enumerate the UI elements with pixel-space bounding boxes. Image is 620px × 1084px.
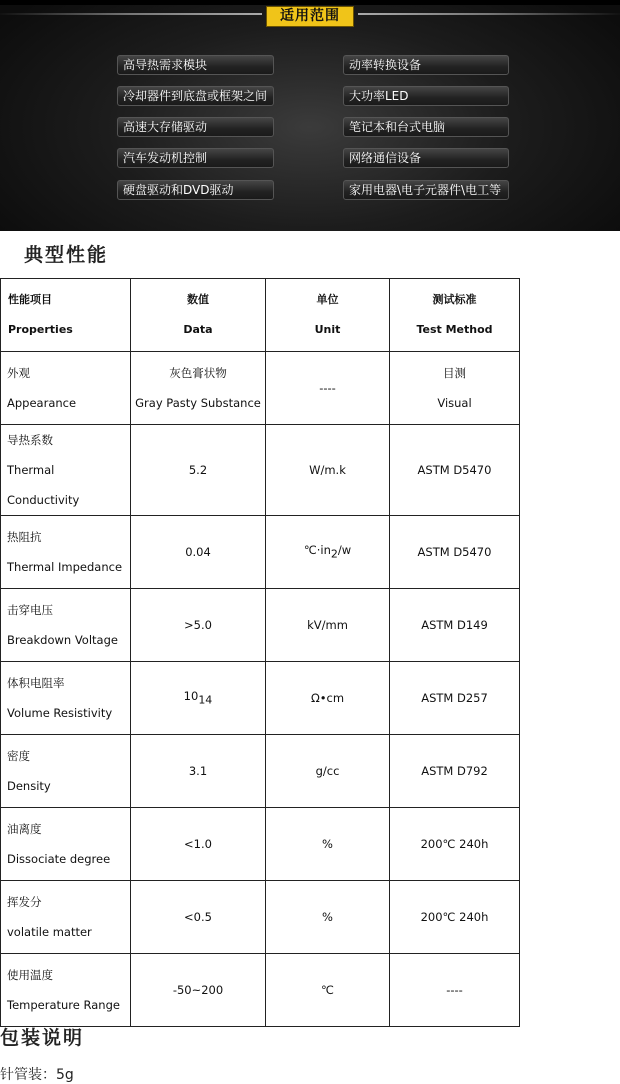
application-item: 大功率LED: [343, 86, 509, 106]
method-cell: 200℃ 240h: [390, 808, 520, 881]
property-cell: [1, 735, 131, 808]
application-item: 高速大存储驱动: [117, 117, 274, 137]
unit-tail: /w: [337, 543, 352, 558]
property-cell: [1, 352, 131, 425]
property-en: Thermal Conductivity: [7, 463, 80, 507]
property-cn: 密度: [7, 749, 30, 763]
property-en: Thermal Impedance: [7, 560, 123, 574]
unit-cell: %: [266, 808, 390, 881]
header-cell: [131, 279, 266, 352]
header-en: Properties: [8, 323, 73, 336]
unit-cell: ℃: [266, 954, 390, 1027]
data-base: 10: [183, 689, 199, 704]
data-cell: 0.04: [131, 516, 266, 589]
application-banner: [0, 0, 620, 231]
property-cell: [1, 516, 131, 589]
data-cell: <0.5: [131, 881, 266, 954]
banner-rule-right: [358, 13, 620, 15]
method-cell: ASTM D149: [390, 589, 520, 662]
application-item: 汽车发动机控制: [117, 148, 274, 168]
header-cn: 数值: [187, 293, 209, 306]
property-cn: 挥发分: [7, 895, 42, 909]
method-cell: ASTM D5470: [390, 425, 520, 516]
property-cell: [1, 425, 131, 516]
unit-cell: g/cc: [266, 735, 390, 808]
header-cell: [390, 279, 520, 352]
application-item: 家用电器\电子元器件\电工等: [343, 180, 509, 200]
property-cn: 使用温度: [7, 968, 53, 982]
application-item: 笔记本和台式电脑: [343, 117, 509, 137]
property-cn: 导热系数: [7, 433, 53, 447]
method-en: Visual: [437, 396, 472, 410]
application-item: 网络通信设备: [343, 148, 509, 168]
unit-subscript: 2: [330, 547, 338, 561]
unit-cell: kV/mm: [266, 589, 390, 662]
header-cn: 性能项目: [8, 293, 52, 306]
method-cell: [390, 352, 520, 425]
data-cell: 3.1: [131, 735, 266, 808]
property-en: Temperature Range: [7, 998, 120, 1012]
unit-cell: Ω•cm: [266, 662, 390, 735]
data-cell: <1.0: [131, 808, 266, 881]
application-item: 高导热需求模块: [117, 55, 274, 75]
method-cell: ASTM D5470: [390, 516, 520, 589]
data-cell: -50~200: [131, 954, 266, 1027]
property-en: Volume Resistivity: [7, 706, 113, 720]
table-row: [1, 954, 520, 1027]
table-header-row: [1, 279, 520, 352]
method-cn: 目测: [443, 366, 466, 380]
property-cn: 体积电阻率: [7, 676, 65, 690]
property-cn: 热阻抗: [7, 530, 42, 544]
header-en: Data: [183, 323, 213, 336]
data-subscript: 14: [198, 693, 213, 707]
property-en: Appearance: [7, 396, 77, 410]
property-cell: [1, 808, 131, 881]
banner-rule-left: [0, 13, 262, 15]
packaging-title: 包装说明: [0, 1027, 85, 1049]
data-cell: 5.2: [131, 425, 266, 516]
property-cell: [1, 662, 131, 735]
unit-cell: W/m.k: [266, 425, 390, 516]
unit-cell: %: [266, 881, 390, 954]
data-cn: 灰色膏状物: [169, 366, 227, 380]
table-row: [1, 589, 520, 662]
table-row: [1, 662, 520, 735]
performance-table: [0, 278, 520, 1027]
data-cell: [131, 352, 266, 425]
header-cn: 测试标准: [432, 293, 477, 306]
property-cell: [1, 589, 131, 662]
data-cell: >5.0: [131, 589, 266, 662]
application-item: 冷却器件到底盘或框架之间: [117, 86, 274, 106]
header-cell: [266, 279, 390, 352]
method-cell: ASTM D257: [390, 662, 520, 735]
table-row: [1, 352, 520, 425]
table-row: [1, 735, 520, 808]
application-item: 硬盘驱动和DVD驱动: [117, 180, 274, 200]
unit-cell: [266, 516, 390, 589]
property-cn: 外观: [7, 366, 30, 380]
property-en: Dissociate degree: [7, 852, 111, 866]
table-row: [1, 516, 520, 589]
property-cn: 油离度: [7, 822, 42, 836]
property-cell: [1, 881, 131, 954]
packaging-text: 针管装：5g: [0, 1067, 74, 1083]
header-cell: [1, 279, 131, 352]
application-badge: 适用范围: [266, 6, 354, 27]
property-cn: 击穿电压: [7, 603, 53, 617]
banner-top-line: [0, 0, 620, 5]
unit-main: ℃·in: [303, 543, 331, 558]
property-cell: [1, 954, 131, 1027]
table-row: [1, 881, 520, 954]
table-row: [1, 808, 520, 881]
property-en: Breakdown Voltage: [7, 633, 118, 647]
header-en: Unit: [314, 323, 341, 336]
unit-cell: ----: [266, 352, 390, 425]
table-row: [1, 425, 520, 516]
data-en: Gray Pasty Substance: [135, 396, 261, 410]
header-cn: 单位: [316, 293, 339, 306]
data-cell: [131, 662, 266, 735]
method-cell: 200℃ 240h: [390, 881, 520, 954]
property-en: Density: [7, 779, 51, 793]
header-en: Test Method: [416, 323, 493, 336]
method-cell: ----: [390, 954, 520, 1027]
property-en: volatile matter: [7, 925, 92, 939]
application-item: 动率转换设备: [343, 55, 509, 75]
method-cell: ASTM D792: [390, 735, 520, 808]
performance-title: 典型性能: [24, 244, 109, 266]
